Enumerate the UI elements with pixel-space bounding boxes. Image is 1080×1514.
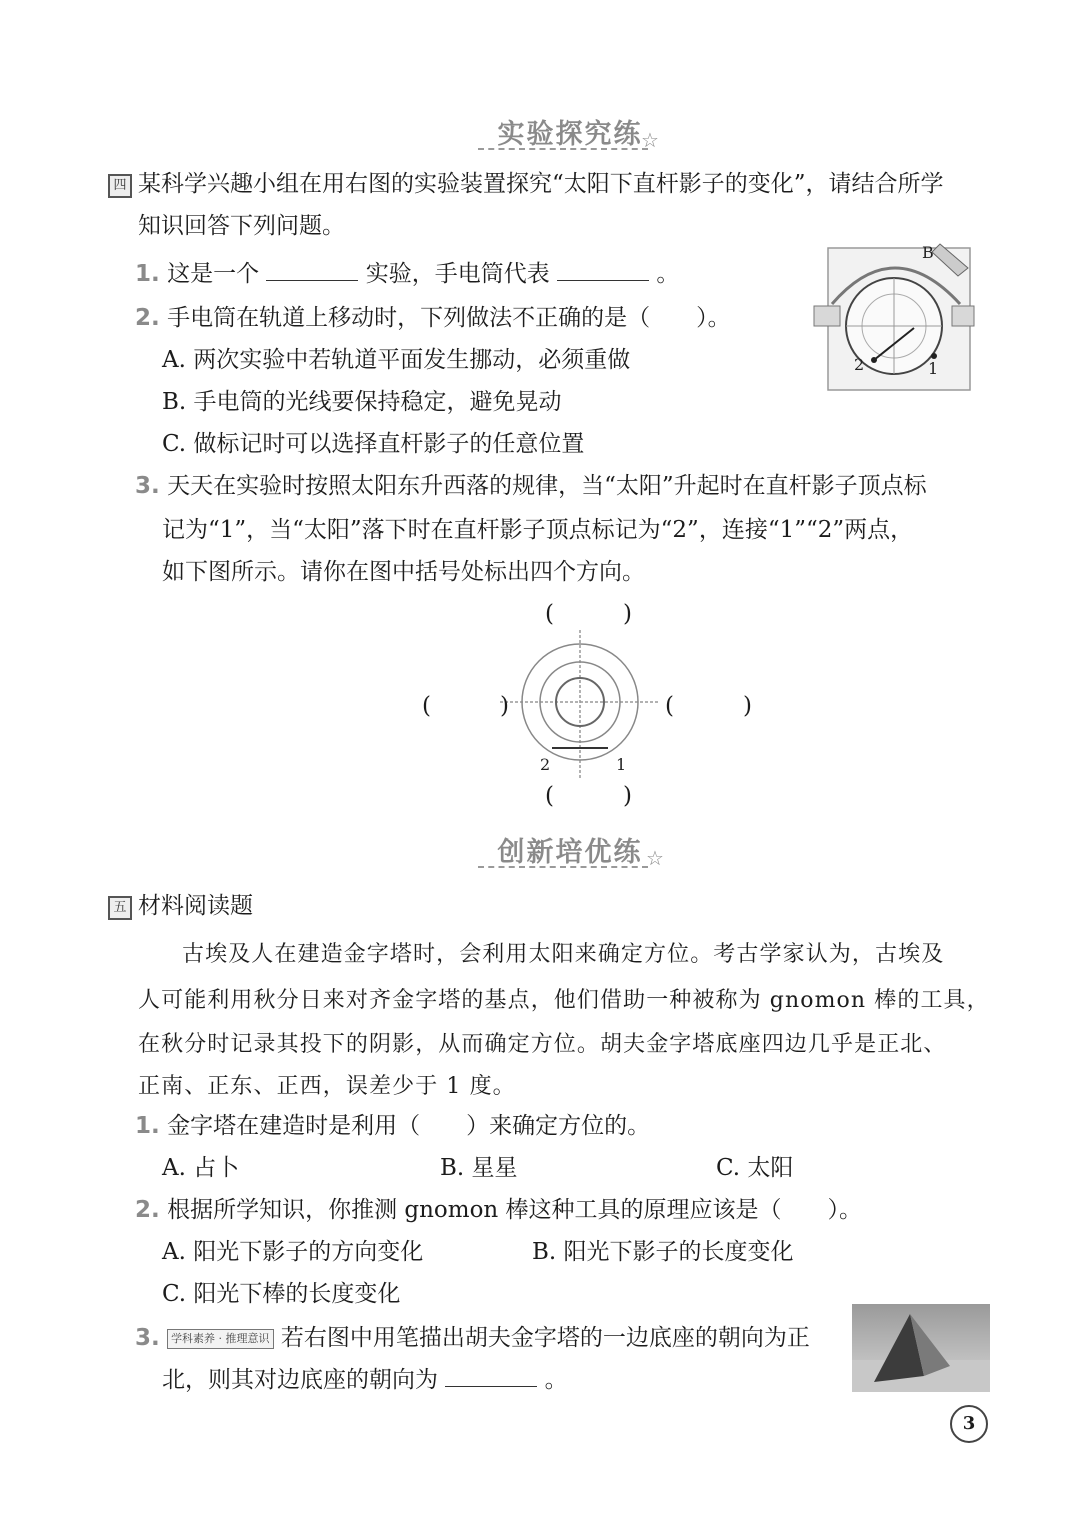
question-number: 2. (135, 305, 160, 331)
label-1: 1 (928, 359, 939, 378)
answer-blank-1[interactable] (266, 258, 358, 281)
q3-line3: 如下图所示。请你在图中括号处标出四个方向。 (162, 559, 645, 585)
rq3-line2-text: 北，则其对边底座的朝向为 (162, 1367, 438, 1393)
reading-question-3 (135, 1322, 810, 1354)
rq3-line2 (162, 1364, 568, 1396)
question-number: 2. (135, 1197, 160, 1223)
passage-line2: 人可能利用秋分日来对齐金字塔的基点，他们借助一种被称为 gnomon 棒的工具， (138, 988, 990, 1013)
question-badge: 五 (108, 896, 132, 920)
subquestion-2 (135, 302, 731, 334)
section-title-text: 实验探究练 (497, 119, 643, 150)
pyramid-photo (852, 1304, 990, 1392)
rq1-option-b[interactable]: B. 星星 (440, 1155, 518, 1181)
mark-2 (871, 357, 877, 363)
q2-text: 手电筒在轨道上移动时，下列做法不正确的是（ ）。 (167, 305, 731, 331)
passage-line3: 在秋分时记录其投下的阴影，从而确定方位。胡夫金字塔底座四边几乎是正北、 (138, 1032, 947, 1057)
rq2-option-b[interactable]: B. 阳光下影子的长度变化 (532, 1239, 794, 1265)
q3-line2: 记为“1”，当“太阳”落下时在直杆影子顶点标记为“2”，连接“1”“2”两点， (162, 517, 914, 543)
question-badge: 四 (108, 174, 132, 198)
direction-diagram (500, 630, 660, 780)
passage-line4: 正南、正东、正西，误差少于 1 度。 (138, 1074, 516, 1099)
question-intro-line1: 某科学兴趣小组在用右图的实验装置探究“太阳下直杆影子的变化”，请结合所学 (138, 171, 944, 197)
rq2-text: 根据所学知识，你推测 gnomon 棒这种工具的原理应该是（ ）。 (167, 1197, 863, 1223)
section-title-experiment (470, 112, 670, 151)
question-number: 1. (135, 261, 160, 287)
section-heading: 材料阅读题 (138, 893, 253, 919)
rq2-option-a[interactable]: A. 阳光下影子的方向变化 (162, 1239, 424, 1265)
section-title-innovation (470, 830, 670, 869)
rq3-line1: 若右图中用笔描出胡夫金字塔的一边底座的朝向为正 (280, 1325, 810, 1351)
q3-line1: 天天在实验时按照太阳东升西落的规律，当“太阳”升起时在直杆影子顶点标 (167, 473, 927, 499)
diagram-label-2: 2 (540, 755, 551, 774)
q1-text-part2: 实验，手电筒代表 (365, 261, 550, 287)
option-a[interactable]: A. 两次实验中若轨道平面发生挪动，必须重做 (162, 347, 631, 373)
label-b: B (922, 243, 934, 262)
rq3-line2-end: 。 (544, 1367, 568, 1393)
answer-blank-2[interactable] (557, 258, 649, 281)
answer-blank-3[interactable] (445, 1364, 537, 1387)
option-c[interactable]: C. 做标记时可以选择直杆影子的任意位置 (162, 431, 585, 457)
question-number: 1. (135, 1113, 160, 1139)
experiment-apparatus-figure (808, 236, 976, 394)
direction-blank-left[interactable]: ( ) (422, 693, 509, 719)
reading-question-1 (135, 1110, 650, 1142)
diagram-label-1: 1 (616, 755, 627, 774)
direction-blank-bottom[interactable]: ( ) (545, 783, 632, 809)
page-number: 3 (950, 1405, 988, 1443)
title-underline (478, 148, 648, 150)
subquestion-3 (135, 470, 927, 502)
direction-blank-top[interactable]: ( ) (545, 601, 632, 627)
option-b[interactable]: B. 手电筒的光线要保持稳定，避免晃动 (162, 389, 562, 415)
rq1-option-c[interactable]: C. 太阳 (716, 1155, 794, 1181)
passage-line1: 古埃及人在建造金字塔时，会利用太阳来确定方位。考古学家认为，古埃及 (182, 942, 945, 967)
question-intro-line2: 知识回答下列问题。 (138, 213, 345, 239)
q1-text-part1: 这是一个 (167, 261, 260, 287)
star-icon: ☆ (641, 128, 659, 152)
subquestion-1 (135, 258, 679, 290)
star-icon: ☆ (646, 846, 664, 870)
q1-text-part3: 。 (656, 261, 680, 287)
question-number: 3. (135, 1325, 160, 1351)
rq2-option-c[interactable]: C. 阳光下棒的长度变化 (162, 1281, 401, 1307)
track-base-right (952, 306, 974, 326)
rq1-text: 金字塔在建造时是利用（ ）来确定方位的。 (167, 1113, 651, 1139)
rq1-option-a[interactable]: A. 占卜 (162, 1155, 240, 1181)
track-base-left (814, 306, 840, 326)
label-2: 2 (854, 355, 865, 374)
question-number: 3. (135, 473, 160, 499)
literacy-tag: 学科素养 · 推理意识 (167, 1329, 274, 1349)
section-title-text: 创新培优练 (497, 837, 643, 868)
title-underline (478, 866, 648, 868)
reading-question-2 (135, 1194, 862, 1226)
direction-blank-right[interactable]: ( ) (665, 693, 752, 719)
